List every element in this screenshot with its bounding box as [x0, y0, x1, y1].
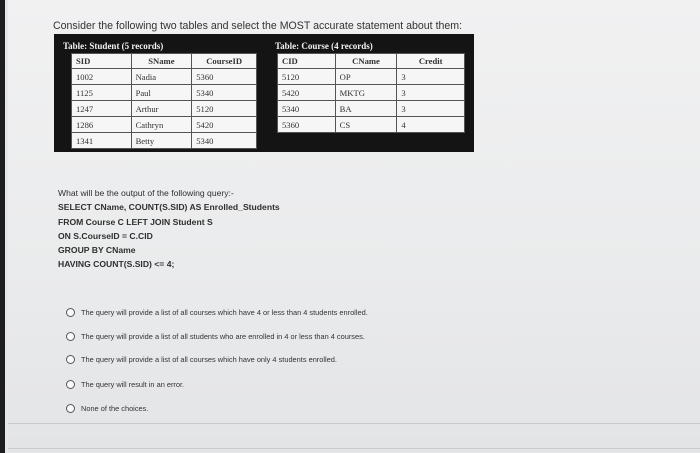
course-table-title: Table: Course (4 records): [275, 41, 373, 51]
table-cell: Paul: [131, 85, 192, 101]
radio-button[interactable]: [66, 404, 75, 413]
column-header: SName: [131, 54, 192, 69]
answer-option-5[interactable]: [66, 404, 148, 413]
option-label: The query will result in an error.: [81, 380, 185, 389]
radio-button[interactable]: [66, 308, 75, 317]
option-label: The query will provide a list of all students who are enrolled in 4 or less than 4 courses.: [81, 332, 365, 341]
table-cell: BA: [335, 101, 397, 117]
table-header-row: [72, 54, 257, 69]
table-cell: 5340: [192, 133, 257, 149]
query-line: ON S.CourseID = C.CID: [58, 230, 153, 241]
table-cell: OP: [335, 69, 397, 85]
radio-button[interactable]: [66, 332, 75, 341]
table-row: [72, 69, 257, 85]
student-table: [71, 53, 257, 149]
query-line: HAVING COUNT(S.SID) <= 4;: [58, 259, 175, 270]
table-cell: 5360: [192, 69, 257, 85]
table-row: [72, 85, 257, 101]
column-header: SID: [72, 54, 132, 69]
answer-option-1[interactable]: [66, 308, 368, 317]
answer-option-2[interactable]: [66, 332, 365, 341]
column-header: Credit: [397, 54, 465, 69]
table-cell: Betty: [131, 133, 192, 149]
question-text: Consider the following two tables and select the MOST accurate statement about them:: [53, 20, 463, 32]
table-cell: Cathryn: [131, 117, 192, 133]
course-table: [277, 53, 465, 133]
left-edge: [0, 0, 5, 453]
table-row: [278, 101, 465, 117]
table-cell: 1125: [72, 85, 132, 101]
radio-button[interactable]: [66, 380, 75, 389]
table-cell: 5120: [278, 69, 336, 85]
table-cell: 3: [397, 101, 465, 117]
table-cell: 1002: [72, 69, 132, 85]
table-cell: MKTG: [335, 85, 397, 101]
option-label: The query will provide a list of all courses which have only 4 students enrolled.: [81, 355, 337, 364]
table-cell: 1286: [72, 117, 132, 133]
query-line: SELECT CName, COUNT(S.SID) AS Enrolled_Students: [58, 202, 280, 213]
table-cell: 5420: [192, 117, 257, 133]
query-line: FROM Course C LEFT JOIN Student S: [58, 216, 213, 227]
table-row: [72, 133, 257, 149]
table-cell: 5120: [192, 101, 257, 117]
option-label: The query will provide a list of all courses which have 4 or less than 4 students enrolled.: [81, 308, 368, 317]
table-cell: 5340: [278, 101, 336, 117]
column-header: CName: [335, 54, 397, 69]
table-cell: 1341: [72, 133, 132, 149]
option-label: None of the choices.: [81, 404, 149, 413]
table-cell: Arthur: [131, 101, 192, 117]
answer-option-4[interactable]: [66, 380, 184, 389]
column-header: CID: [278, 54, 336, 69]
divider: [8, 423, 700, 424]
tables-image: [54, 34, 474, 152]
table-cell: 1247: [72, 101, 132, 117]
student-table-title: Table: Student (5 records): [63, 41, 164, 51]
table-row: [72, 101, 257, 117]
table-row: [72, 117, 257, 133]
table-cell: 5420: [278, 85, 336, 101]
table-cell: Nadia: [131, 69, 192, 85]
column-header: CourseID: [192, 54, 257, 69]
divider: [8, 448, 700, 449]
table-cell: 5340: [192, 85, 257, 101]
table-header-row: [278, 54, 465, 69]
query-block: [58, 186, 280, 272]
answer-option-3[interactable]: [66, 355, 337, 364]
table-row: [278, 69, 465, 85]
table-cell: 4: [397, 117, 465, 133]
table-row: [278, 85, 465, 101]
table-cell: 3: [397, 85, 465, 101]
query-line: GROUP BY CName: [58, 245, 136, 256]
table-row: [278, 117, 465, 133]
table-cell: 3: [397, 69, 465, 85]
radio-button[interactable]: [66, 355, 75, 364]
table-cell: 5360: [278, 117, 336, 133]
query-prompt: What will be the output of the following query:-: [58, 188, 234, 198]
table-cell: CS: [335, 117, 397, 133]
